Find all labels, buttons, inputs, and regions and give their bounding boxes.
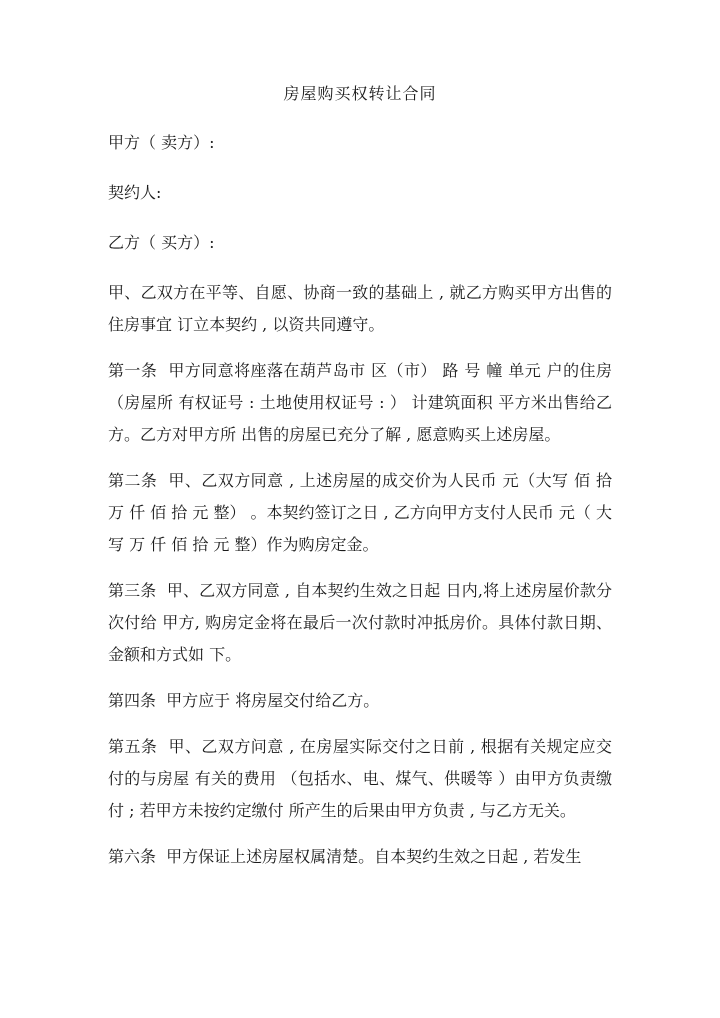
article-4: 第四条 甲方应于 将房屋交付给乙方。 xyxy=(108,691,380,710)
article-1: 第一条 甲方同意将座落在葫芦岛市 区（市） 路 号 幢 单元 户的住房 （房屋所 有权证号 : 土地使用权证号 : ） 计建筑面积 平方米出售给乙方。乙方对甲方所 出售的房屋已充分了解 , 愿意购买上述房屋。 xyxy=(108,361,618,444)
article-5: 第五条 甲、乙双方问意 , 在房屋实际交付之日前 , 根据有关规定应交付的与房屋 有关的费用 （包括水、电、煤气、供暖等 ）由甲方负责缴付 ; 若甲方未按约定缴付 所产生的后果由甲方负责 , 与乙方无关。 xyxy=(108,737,612,820)
party-b-line: 乙方（ 买方）: xyxy=(108,233,215,252)
party-a-line: 甲方（ 卖方）: xyxy=(108,133,215,152)
document-title: 房屋购买权转让合同 xyxy=(283,84,437,103)
agent-line: 契约人: xyxy=(108,183,162,202)
preamble-paragraph: 甲、乙双方在平等、自愿、协商一致的基础上 , 就乙方购买甲方出售的住房事宜 订立本契约 , 以资共同遵守。 xyxy=(108,283,612,334)
article-3: 第三条 甲、乙双方同意 , 自本契约生效之日起 日内,将上述房屋价款分 次付给 甲方, 购房定金将在最后一次付款时冲抵房价。具体付款日期、金额和方式如 下。 xyxy=(108,581,618,664)
article-6: 第六条 甲方保证上述房屋权属清楚。自本契约生效之日起 , 若发生 xyxy=(108,847,582,866)
article-2: 第二条 甲、乙双方同意 , 上述房屋的成交价为人民币 元（大写 佰 拾 万 仟 佰 拾 元 整） 。本契约签订之日 , 乙方向甲方支付人民币 元（ 大写 万 仟 佰 拾 元 整）作为购房定金。 xyxy=(108,471,618,554)
